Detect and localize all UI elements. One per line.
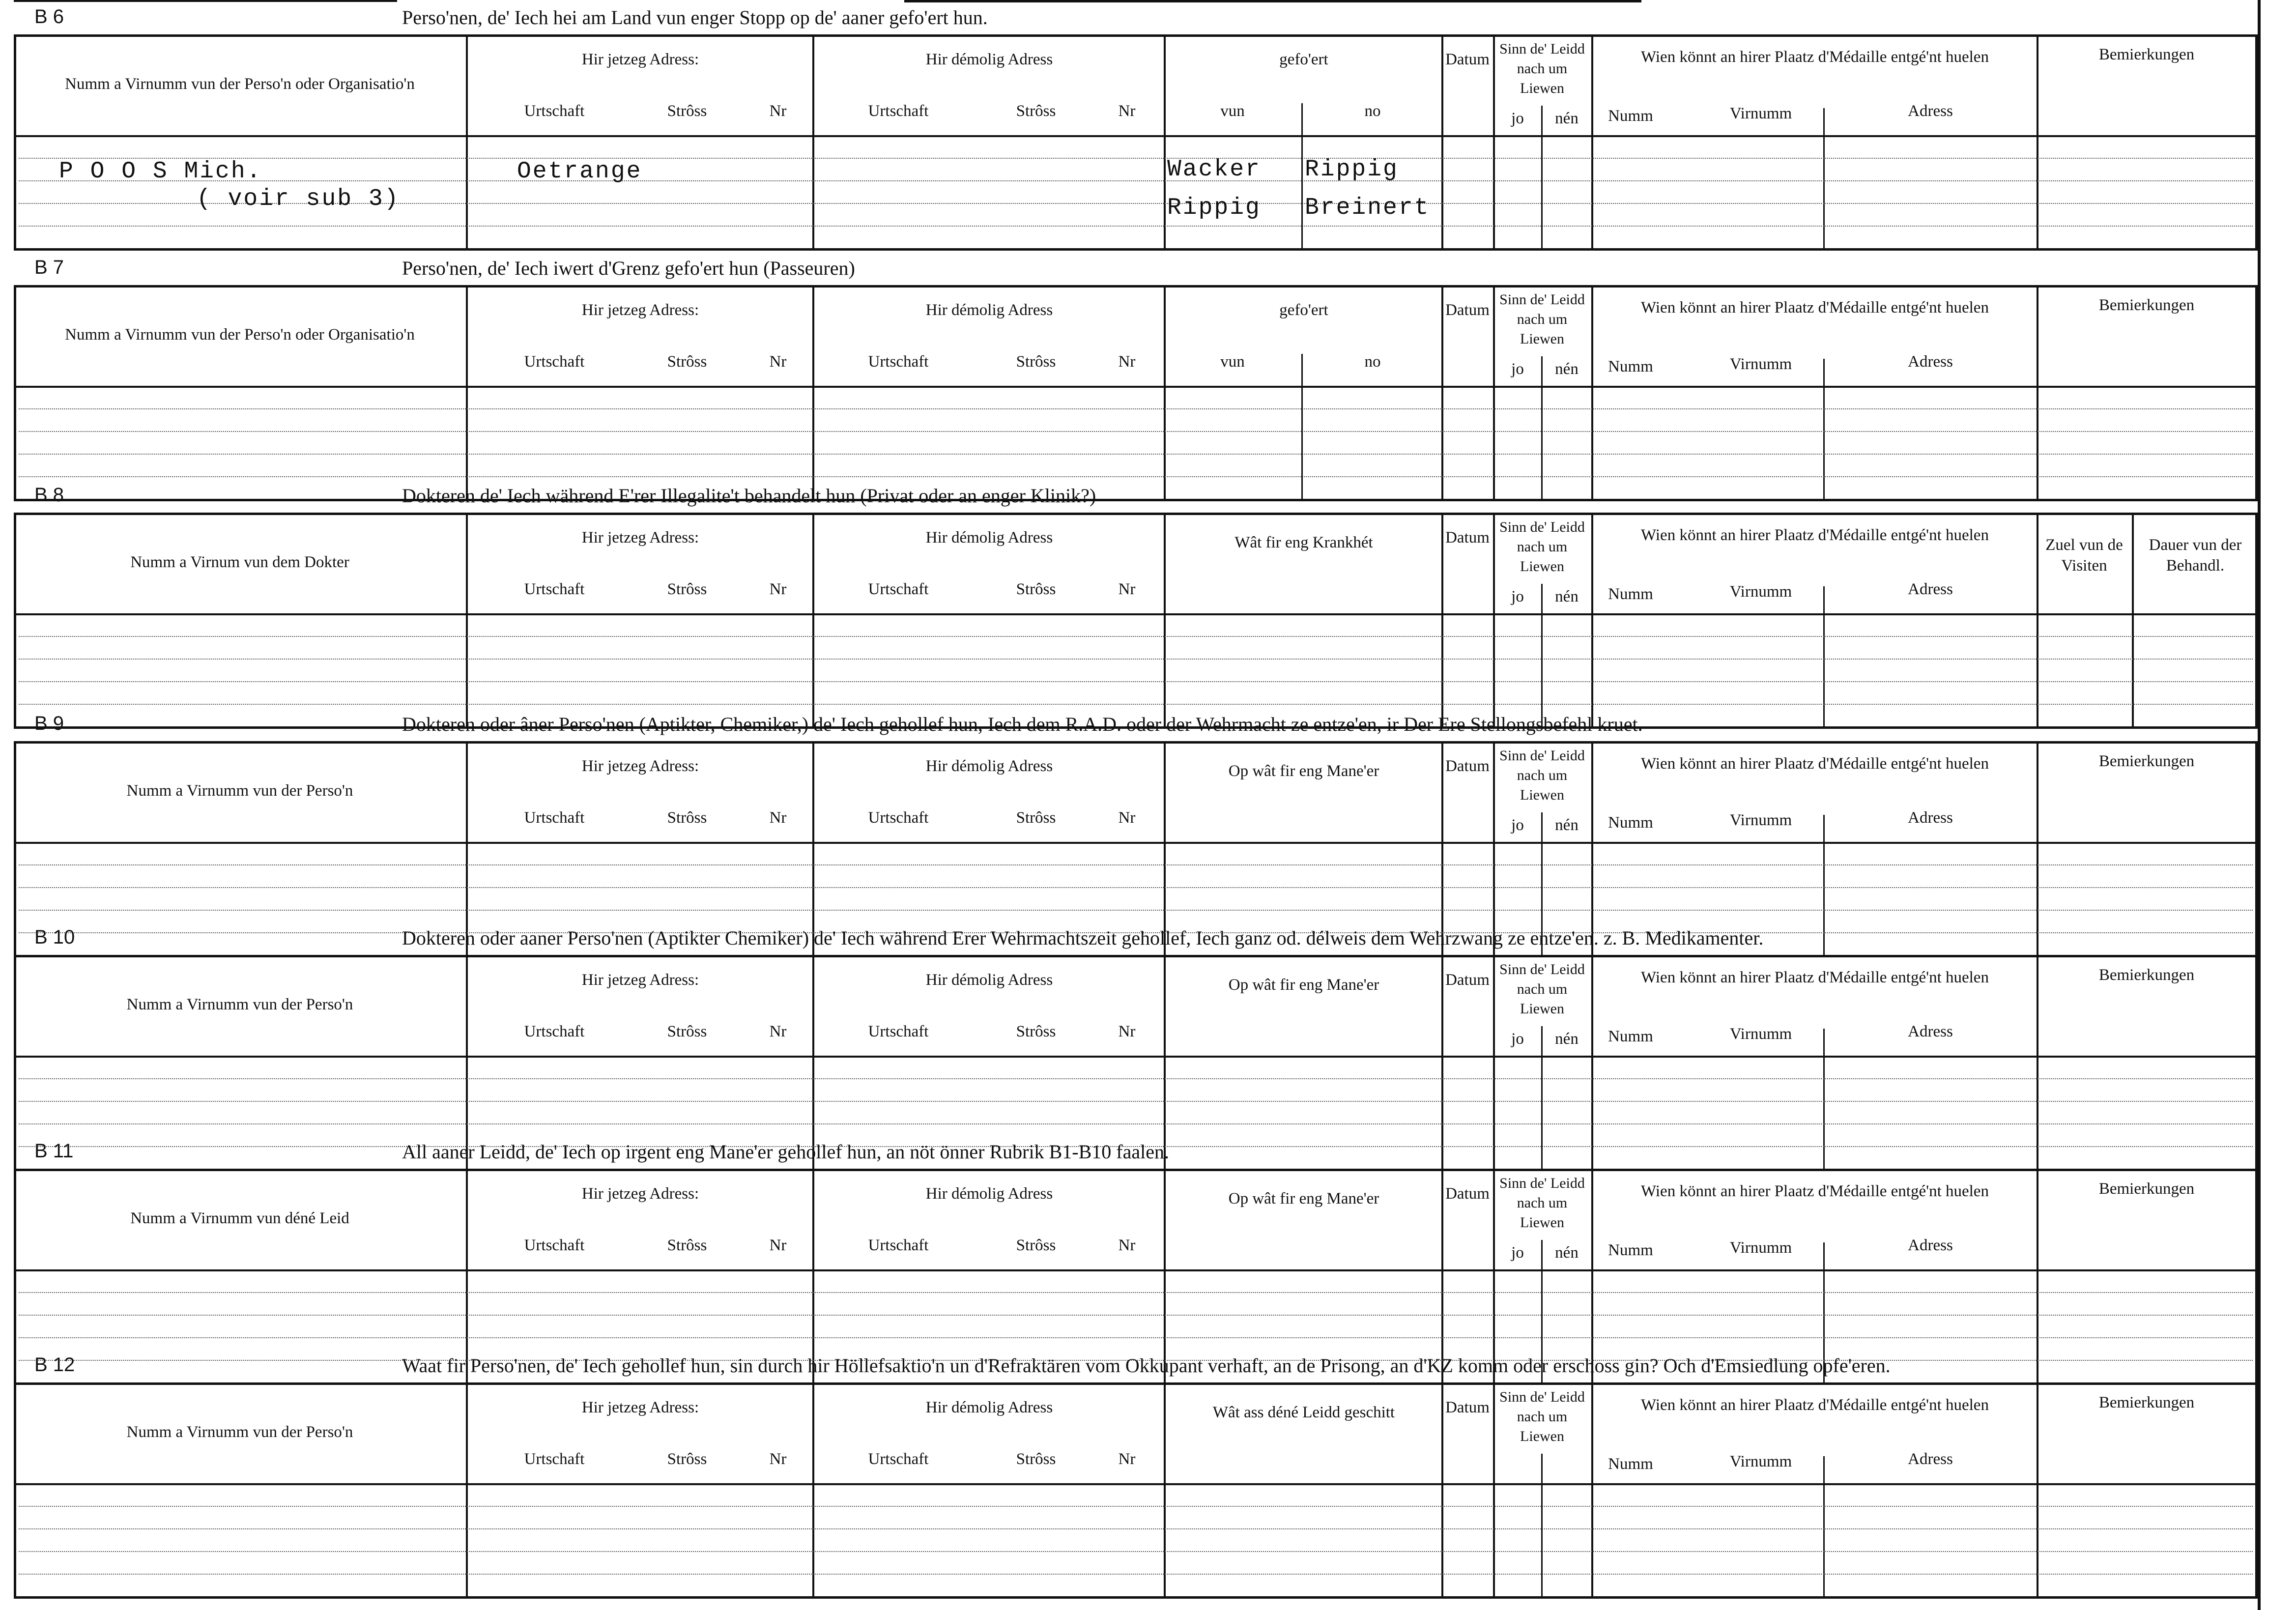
section-number: B 11: [34, 1140, 74, 1162]
former-address-nr: Nr: [1118, 1236, 1136, 1254]
alive-yes: jo: [1511, 360, 1524, 378]
writing-line: [19, 454, 2253, 455]
current-address-stross: Strôss: [667, 580, 707, 598]
section-b11: [14, 1140, 2258, 1385]
remarks-header: Bemierkungen: [2098, 752, 2195, 770]
route-from: vun: [1220, 102, 1245, 120]
column-divider: [1164, 34, 1166, 251]
column-divider: [812, 1382, 814, 1599]
medal-recipient-header: Wien könnt an hirer Plaatz d'Médaille entgé'nt huelen: [1641, 526, 1989, 544]
current-address-nr: Nr: [769, 1023, 787, 1040]
recipient-firstname: Virnumm: [1729, 811, 1792, 829]
writing-line: [19, 1528, 2253, 1529]
b6-address-entry: Oetrange: [517, 158, 642, 185]
former-address-urtschaft: Urtschaft: [868, 102, 929, 120]
section-number: B 10: [34, 926, 75, 948]
column-divider: [812, 34, 814, 251]
former-address-urtschaft: Urtschaft: [868, 809, 929, 827]
writing-line: [19, 1506, 2253, 1507]
current-address-nr: Nr: [769, 353, 787, 371]
former-address-stross: Strôss: [1016, 1023, 1056, 1040]
column-divider: [1591, 285, 1593, 501]
column-divider: [466, 741, 468, 957]
medal-recipient-header: Wien könnt an hirer Plaatz d'Médaille entgé'nt huelen: [1641, 299, 1989, 316]
date-header: Datum: [1445, 51, 1490, 68]
recipient-firstname: Virnumm: [1729, 355, 1792, 373]
writing-line: [19, 180, 2253, 181]
current-address-header: Hir jetzeg Adress:: [581, 301, 699, 319]
duration-header: Dauer vun der Behandl.: [2149, 536, 2242, 575]
former-address-stross: Strôss: [1016, 102, 1056, 120]
alive-header: Sinn de' Leidd nach um Liewen: [1499, 1175, 1585, 1231]
former-address-header: Hir démolig Adress: [925, 529, 1053, 546]
date-header: Datum: [1445, 1399, 1490, 1416]
remarks-header: Bemierkungen: [2098, 46, 2195, 63]
writing-line: [19, 1078, 2253, 1079]
column-divider: [1591, 741, 1593, 957]
recipient-surname: Numm: [1608, 1455, 1653, 1473]
recipient-surname: Numm: [1608, 1241, 1653, 1259]
alive-no: nén: [1555, 360, 1578, 378]
recipient-surname: Numm: [1608, 585, 1653, 603]
column-divider: [1591, 513, 1593, 729]
alive-no: nén: [1555, 816, 1578, 834]
current-address-stross: Strôss: [667, 1023, 707, 1040]
column-divider: [2037, 34, 2038, 251]
alive-header: Sinn de' Leidd nach um Liewen: [1499, 748, 1585, 803]
column-divider: [812, 513, 814, 729]
section-number: B 8: [34, 484, 64, 506]
column-divider: [466, 955, 468, 1171]
section-title: Dokteren de' Iech während E'rer Illegalite't behandelt hun (Privat oder an enger Klinik?): [402, 485, 1096, 507]
header-divider: [14, 613, 2258, 615]
recipient-address: Adress: [1908, 102, 1953, 120]
former-address-stross: Strôss: [1016, 353, 1056, 371]
writing-line: [19, 1337, 2253, 1338]
alive-header: Sinn de' Leidd nach um Liewen: [1499, 519, 1585, 575]
column-divider: [466, 285, 468, 501]
name-column-header: Numm a Virnumm vun der Perso'n: [126, 996, 353, 1013]
name-column-header: Numm a Virnumm vun der Perso'n: [126, 782, 353, 800]
current-address-stross: Strôss: [667, 1450, 707, 1468]
writing-line: [19, 431, 2253, 432]
header-divider: [14, 1269, 2258, 1271]
current-address-header: Hir jetzeg Adress:: [581, 529, 699, 546]
recipient-address: Adress: [1908, 1450, 1953, 1468]
former-address-urtschaft: Urtschaft: [868, 1450, 929, 1468]
recipient-surname: Numm: [1608, 107, 1653, 125]
section-b12: [14, 1354, 2258, 1599]
current-address-stross: Strôss: [667, 1236, 707, 1254]
detail-column-header: Wât ass déné Leidd geschitt: [1212, 1404, 1395, 1421]
writing-line: [19, 1315, 2253, 1316]
former-address-urtschaft: Urtschaft: [868, 353, 929, 371]
writing-line: [19, 476, 2253, 477]
b6-name-entry: P O O S Mich.: [59, 158, 262, 185]
writing-line: [19, 1551, 2253, 1552]
column-divider: [2037, 285, 2038, 501]
former-address-header: Hir démolig Adress: [925, 757, 1053, 775]
route-header: gefo'ert: [1279, 51, 1328, 68]
remarks-header: Bemierkungen: [2098, 296, 2195, 314]
recipient-surname: Numm: [1608, 358, 1653, 375]
header-divider: [14, 1483, 2258, 1485]
former-address-header: Hir démolig Adress: [925, 1185, 1053, 1203]
from-to-divider: [1301, 354, 1303, 501]
detail-column-header: Op wât fir eng Mane'er: [1228, 762, 1379, 780]
header-divider: [14, 135, 2258, 137]
section-number: B 12: [34, 1354, 75, 1376]
writing-line: [19, 864, 2253, 865]
recipient-surname: Numm: [1608, 1028, 1653, 1045]
section-number: B 9: [34, 713, 64, 734]
section-b9: [14, 713, 2258, 957]
section-title: Dokteren oder aaner Perso'nen (Aptikter Chemiker) de' Iech während Erer Wehrmachtszeit gehollef, Iech ganz od. délweis dem Wehrzwang ze entze'en. z. B. Medikamenter.: [402, 927, 1764, 949]
alive-header: Sinn de' Leidd nach um Liewen: [1499, 961, 1585, 1017]
writing-line: [19, 408, 2253, 409]
current-address-urtschaft: Urtschaft: [524, 1023, 585, 1040]
recipient-address: Adress: [1908, 353, 1953, 371]
section-b6: [14, 6, 2258, 251]
date-header: Datum: [1445, 757, 1490, 775]
column-divider: [1591, 1382, 1593, 1599]
former-address-nr: Nr: [1118, 1450, 1136, 1468]
route-to: no: [1364, 353, 1381, 371]
column-divider: [2037, 955, 2038, 1171]
column-divider: [1591, 34, 1593, 251]
former-address-stross: Strôss: [1016, 1236, 1056, 1254]
former-address-header: Hir démolig Adress: [925, 301, 1053, 319]
alive-yes: jo: [1511, 1244, 1524, 1262]
visits-header: Zuel vun de Visiten: [2045, 536, 2123, 575]
writing-line: [19, 887, 2253, 888]
name-column-header: Numm a Virnumm vun der Perso'n oder Organisatio'n: [65, 75, 415, 93]
name-column-header: Numm a Virnum vun dem Dokter: [130, 553, 349, 571]
recipient-address: Adress: [1908, 1023, 1953, 1040]
former-address-nr: Nr: [1118, 580, 1136, 598]
writing-line: [19, 910, 2253, 911]
numm-adress-divider: [1823, 586, 1825, 729]
current-address-nr: Nr: [769, 580, 787, 598]
writing-line: [19, 1123, 2253, 1124]
alive-no: nén: [1555, 588, 1578, 605]
section-b8: [14, 484, 2258, 729]
remarks-header: Bemierkungen: [2098, 1180, 2195, 1198]
date-header: Datum: [1445, 301, 1490, 319]
date-header: Datum: [1445, 529, 1490, 546]
column-divider: [2037, 741, 2038, 957]
section-title: Waat fir Perso'nen, de' Iech gehollef hun, sin durch hir Höllefsaktio'n un d'Refraktären vom Okkupant verhaft, an de Prisong, an d'KZ komm oder erschoss gin? Och d'Emsiedlung opfe'eren.: [402, 1354, 1891, 1377]
writing-line: [19, 659, 2253, 660]
column-divider: [1164, 1169, 1166, 1385]
column-divider: [466, 34, 468, 251]
current-address-urtschaft: Urtschaft: [524, 580, 585, 598]
former-address-urtschaft: Urtschaft: [868, 580, 929, 598]
column-divider: [1164, 513, 1166, 729]
former-address-header: Hir démolig Adress: [925, 1399, 1053, 1416]
current-address-header: Hir jetzeg Adress:: [581, 51, 699, 68]
column-divider: [812, 1169, 814, 1385]
jo-nen-divider: [1541, 1454, 1543, 1599]
current-address-nr: Nr: [769, 1450, 787, 1468]
column-divider: [1164, 1382, 1166, 1599]
current-address-header: Hir jetzeg Adress:: [581, 971, 699, 989]
section-b10: [14, 926, 2258, 1171]
current-address-urtschaft: Urtschaft: [524, 1236, 585, 1254]
recipient-address: Adress: [1908, 580, 1953, 598]
former-address-urtschaft: Urtschaft: [868, 1023, 929, 1040]
writing-line: [19, 1101, 2253, 1102]
alive-no: nén: [1555, 1244, 1578, 1262]
alive-yes: jo: [1511, 1030, 1524, 1048]
route-header: gefo'ert: [1279, 301, 1328, 319]
top-edge-right: [904, 0, 1641, 2]
alive-header: Sinn de' Leidd nach um Liewen: [1499, 1389, 1585, 1444]
section-title: All aaner Leidd, de' Iech op irgent eng Mane'er gehollef hun, an nöt önner Rubrik B1-B10 faalen.: [402, 1141, 1169, 1163]
section-title: Perso'nen, de' Iech iwert d'Grenz gefo'ert hun (Passeuren): [402, 257, 855, 279]
former-address-urtschaft: Urtschaft: [868, 1236, 929, 1254]
current-address-urtschaft: Urtschaft: [524, 353, 585, 371]
remarks-header: Bemierkungen: [2098, 966, 2195, 984]
writing-line: [19, 1292, 2253, 1293]
alive-yes: jo: [1511, 816, 1524, 834]
column-divider: [812, 955, 814, 1171]
detail-column-header: Op wât fir eng Mane'er: [1228, 976, 1379, 994]
section-number: B 6: [34, 6, 64, 28]
column-divider: [812, 741, 814, 957]
alive-header: Sinn de' Leidd nach um Liewen: [1499, 41, 1585, 96]
recipient-address: Adress: [1908, 809, 1953, 827]
column-divider: [2037, 1169, 2038, 1385]
header-divider: [14, 842, 2258, 844]
former-address-header: Hir démolig Adress: [925, 971, 1053, 989]
former-address-nr: Nr: [1118, 353, 1136, 371]
header-divider: [14, 386, 2258, 388]
writing-line: [19, 158, 2253, 159]
current-address-stross: Strôss: [667, 102, 707, 120]
former-address-nr: Nr: [1118, 102, 1136, 120]
medal-recipient-header: Wien könnt an hirer Plaatz d'Médaille entgé'nt huelen: [1641, 1182, 1989, 1200]
medal-recipient-header: Wien könnt an hirer Plaatz d'Médaille entgé'nt huelen: [1641, 755, 1989, 773]
former-address-nr: Nr: [1118, 809, 1136, 827]
detail-column-header: Op wât fir eng Mane'er: [1228, 1190, 1379, 1208]
name-column-header: Numm a Virnumm vun déné Leid: [130, 1209, 349, 1227]
column-divider: [1591, 1169, 1593, 1385]
name-column-header: Numm a Virnumm vun der Perso'n: [126, 1423, 353, 1441]
column-divider: [466, 1382, 468, 1599]
b6-to-entry-2: Breinert: [1305, 195, 1430, 221]
former-address-header: Hir démolig Adress: [925, 51, 1053, 68]
top-edge-left: [14, 0, 397, 2]
current-address-header: Hir jetzeg Adress:: [581, 757, 699, 775]
former-address-stross: Strôss: [1016, 809, 1056, 827]
column-divider: [1164, 955, 1166, 1171]
recipient-firstname: Virnumm: [1729, 583, 1792, 601]
medal-recipient-header: Wien könnt an hirer Plaatz d'Médaille entgé'nt huelen: [1641, 48, 1989, 66]
date-header: Datum: [1445, 1185, 1490, 1203]
alive-no: nén: [1555, 110, 1578, 127]
column-divider: [1164, 741, 1166, 957]
current-address-nr: Nr: [769, 809, 787, 827]
recipient-surname: Numm: [1608, 814, 1653, 832]
alive-no: nén: [1555, 1030, 1578, 1048]
from-to-divider: [1301, 103, 1303, 251]
current-address-stross: Strôss: [667, 353, 707, 371]
current-address-header: Hir jetzeg Adress:: [581, 1399, 699, 1416]
b6-from-entry-1: Wacker: [1167, 156, 1261, 183]
column-divider: [1164, 285, 1166, 501]
recipient-address: Adress: [1908, 1236, 1953, 1254]
column-divider: [466, 513, 468, 729]
b6-from-entry-2: Rippig: [1167, 195, 1261, 221]
column-divider: [466, 1169, 468, 1385]
current-address-urtschaft: Urtschaft: [524, 1450, 585, 1468]
name-column-header: Numm a Virnumm vun der Perso'n oder Organisatio'n: [65, 326, 415, 344]
column-divider: [1591, 955, 1593, 1171]
writing-line: [19, 636, 2253, 637]
writing-line: [19, 226, 2253, 227]
section-number: B 7: [34, 257, 64, 278]
current-address-stross: Strôss: [667, 809, 707, 827]
section-b7: [14, 257, 2258, 501]
medal-recipient-header: Wien könnt an hirer Plaatz d'Médaille entgé'nt huelen: [1641, 1396, 1989, 1414]
former-address-stross: Strôss: [1016, 580, 1056, 598]
current-address-header: Hir jetzeg Adress:: [581, 1185, 699, 1203]
remarks-header: Bemierkungen: [2098, 1394, 2195, 1411]
route-to: no: [1364, 102, 1381, 120]
column-divider: [2037, 1382, 2038, 1599]
current-address-urtschaft: Urtschaft: [524, 102, 585, 120]
b6-to-entry-1: Rippig: [1305, 156, 1399, 183]
b6-name-note: ( voir sub 3): [197, 186, 400, 212]
numm-adress-divider: [1823, 108, 1825, 251]
column-divider: [812, 285, 814, 501]
alive-yes: jo: [1511, 588, 1524, 605]
recipient-firstname: Virnumm: [1729, 105, 1792, 122]
recipient-firstname: Virnumm: [1729, 1239, 1792, 1257]
current-address-nr: Nr: [769, 1236, 787, 1254]
detail-column-header: Wât fir eng Krankhét: [1234, 534, 1373, 551]
recipient-firstname: Virnumm: [1729, 1453, 1792, 1470]
writing-line: [19, 681, 2253, 682]
former-address-nr: Nr: [1118, 1023, 1136, 1040]
writing-line: [19, 1574, 2253, 1575]
right-page-edge: [2258, 0, 2261, 1610]
route-from: vun: [1220, 353, 1245, 371]
section-title: Dokteren oder âner Perso'nen (Aptikter, Chemiker,) de' Iech gehollef hun, Iech dem R.A.D. oder der Wehrmacht ze entze'en, ir Der Ere Stellongsbefehl kruet.: [402, 713, 1643, 735]
medal-recipient-header: Wien könnt an hirer Plaatz d'Médaille entgé'nt huelen: [1641, 969, 1989, 986]
header-divider: [14, 1056, 2258, 1058]
date-header: Datum: [1445, 971, 1490, 989]
alive-yes: jo: [1511, 110, 1524, 127]
section-title: Perso'nen, de' Iech hei am Land vun enger Stopp op de' aaner gefo'ert hun.: [402, 6, 988, 29]
numm-adress-divider: [1823, 359, 1825, 501]
numm-adress-divider: [1823, 1456, 1825, 1599]
writing-line: [19, 704, 2253, 705]
current-address-urtschaft: Urtschaft: [524, 809, 585, 827]
current-address-nr: Nr: [769, 102, 787, 120]
alive-header: Sinn de' Leidd nach um Liewen: [1499, 291, 1585, 347]
recipient-firstname: Virnumm: [1729, 1025, 1792, 1043]
former-address-stross: Strôss: [1016, 1450, 1056, 1468]
